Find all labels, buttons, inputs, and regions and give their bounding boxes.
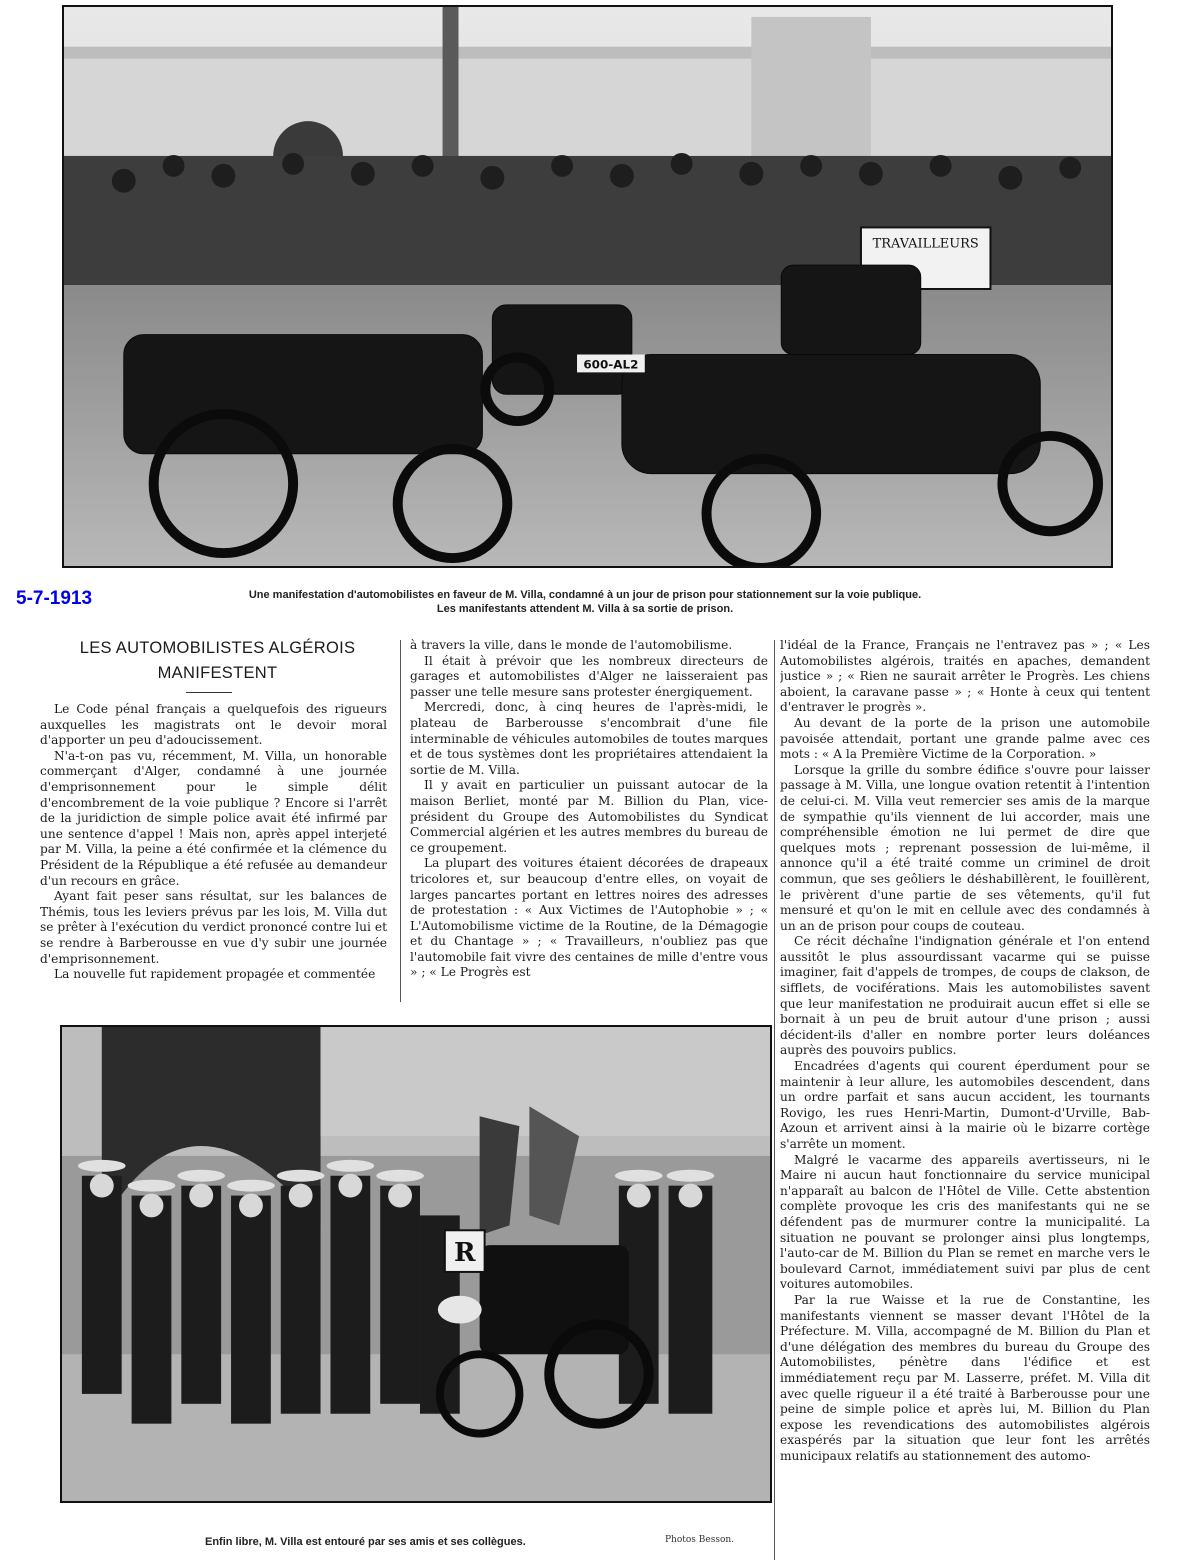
top-photograph [62, 5, 1113, 568]
bottom-photo-caption: Enfin libre, M. Villa est entouré par ses amis et ses collègues. [205, 1536, 526, 1548]
top-caption-line-1: Une manifestation d'automobilistes en faveur de M. Villa, condamné à un jour de prison pour stationnement sur la voie publique. [248, 589, 922, 601]
article-column-3 [780, 638, 1150, 1558]
headline-line-2: MANIFESTENT [157, 664, 278, 682]
paragraph: Encadrées d'agents qui courent éperdument pour se maintenir à leur allure, les automobiles descendent, dans un ordre parfait et sans aucun accident, les tournants Rovigo, les rues Henri-Martin, Dumont-d'Urville, Bab-Azoun et arrivent ainsi à la mairie où le bizarre cortège s'arrête un moment. [780, 1059, 1150, 1151]
paragraph: Au devant de la porte de la prison une automobile pavoisée attendait, portant une grande palme avec ces mots : « A la Première Victime de la Corporation. » [780, 715, 1150, 762]
photo-credit: Photos Besson. [665, 1535, 735, 1545]
paragraph: Il était à prévoir que les nombreux directeurs de garages et automobilistes d'Alger ne laisseraient pas passer une telle mesure sans protester énergiquement. [410, 653, 768, 699]
article-headline [40, 636, 395, 686]
paragraph: N'a-t-on pas vu, récemment, M. Villa, un honorable commerçant d'Alger, condamné à une journée d'emprisonnement pour le simple délit d'encombrement de la voie publique ? Encore si l'arrêt de la juridiction de simple police avait été infirmé par une sentence d'appel ! Mais non, après appel interjeté par M. Villa, la peine a été confirmée et la clémence du Président de la République a été refusée au demandeur d'un recours en grâce. [40, 748, 387, 888]
paragraph: La nouvelle fut rapidement propagée et commentée [54, 967, 376, 982]
bottom-photograph [60, 1025, 772, 1503]
paragraph: à travers la ville, dans le monde de l'automobilisme. [410, 638, 733, 652]
paragraph: Ayant fait peser sans résultat, sur les balances de Thémis, tous les leviers prévus par les lois, M. Villa dut se prêter à l'exécution du verdict prononcé contre lui et se rendre à Barberousse en vue d'y subir une journée d'emprisonnement. [40, 889, 387, 966]
bottom-photograph-scene [62, 1027, 770, 1501]
date-stamp: 5-7-1913 [16, 588, 93, 609]
column-divider [400, 640, 401, 1002]
article-column-2 [410, 638, 768, 981]
article-column-1 [40, 702, 387, 983]
paragraph: Le Code pénal français a quelquefois des rigueurs auxquelles les magistrats ont le devoir moral d'apporter un peu d'adoucissement. [40, 702, 387, 748]
top-photograph-scene [64, 7, 1111, 566]
paragraph: Par la rue Waisse et la rue de Constantine, les manifestants viennent se masser devant l'Hôtel de la Préfecture. M. Villa, accompagné de M. Billion du Plan et d'une délégation des membres du bureau du Groupe des Automobilistes, pénètre dans l'édifice et est immédiatement reçu par M. Lasserre, préfet. M. Villa dit avec quelle rigueur il a été traité à Barberousse pour une peine de simple police et après lui, M. Billion du Plan expose les revendications des automobilistes algérois exaspérés par la situation que leur font les arrêtés municipaux relatifs au stationnement des automo- [780, 1292, 1150, 1463]
column-divider [774, 640, 775, 1560]
license-plate: 600-AL2 [583, 357, 639, 372]
paragraph: Malgré le vacarme des appareils avertisseurs, ni le Maire ni aucun haut fonctionnaire du service municipal n'apparaît au balcon de l'Hôtel de Ville. Cette abstention complète provoque les cris des manifestants qui ne se défendent pas de murmurer contre la municipalité. La situation ne pouvant se prolonger ainsi plus longtemps, l'auto-car de M. Billion du Plan se remet en marche vers le boulevard Carnot, immédiatement suivi par plus de cent voitures automobiles. [780, 1152, 1150, 1292]
paragraph: La plupart des voitures étaient décorées de drapeaux tricolores et, sur beaucoup d'entre elles, on voyait de larges pancartes portant en lettres noires des adresses de protestation : « Aux Victimes de l'Autophobie » ; « L'Automobilisme victime de la Routine, de la Démagogie et du Chantage » ; « Travailleurs, n'oubliez pas que l'automobile fait vivre des centaines de mille d'entre vous » ; « Le Progrès est [410, 856, 768, 980]
headline-rule [186, 692, 232, 693]
paragraph: Il y avait en particulier un puissant autocar de la maison Berliet, monté par M. Billion du Plan, vice-président du Groupe des Automobilistes du Syndicat Commercial algérien et les autres membres du bureau de ce groupement. [410, 778, 768, 855]
headline-line-1: LES AUTOMOBILISTES ALGÉROIS [79, 639, 356, 657]
paragraph: Mercredi, donc, à cinq heures de l'après-midi, le plateau de Barberousse s'encombrait d'une file interminable de véhicules automobiles de toutes marques et de tous systèmes dont les propriétaires attendaient la sortie de M. Villa. [410, 700, 768, 777]
paragraph: l'idéal de la France, Français ne l'entravez pas » ; « Les Automobilistes algérois, traités en apaches, demandent justice » ; « Rien ne saurait arrêter le Progrès. Les chiens aboient, la caravane passe » ; « Honte à ceux qui tentent d'entraver le progrès ». [780, 638, 1150, 715]
placard-letter: R [453, 1238, 476, 1269]
sign-heading: TRAVAILLEURS [872, 236, 979, 252]
top-photo-caption [150, 588, 1020, 616]
paragraph: Lorsque la grille du sombre édifice s'ouvre pour laisser passage à M. Villa, une longue ovation retentit à l'intention de celui-ci. M. Villa veut remercier ses amis de la marque de sympathie qu'ils viennent de lui accorder, mais une compréhensible émotion ne lui permet de dire que quelques mots ; reprenant possession de lui-même, il annonce qu'il a été traité comme un criminel de droit commun, que ses geôliers le déshabillèrent, le fouillèrent, le privèrent d'une partie de ses vêtements, qu'il fut mensuré et qu'on le mit en cellule avec des condamnés à un an de prison pour coups de couteau. [780, 762, 1150, 933]
paragraph: Ce récit déchaîne l'indignation générale et l'on entend aussitôt le plus assourdissant vacarme qui se puisse imaginer, fait d'appels de trompes, de coups de clakson, de sifflets, de vociférations. Mais les automobilistes savent que leur manifestation ne produirait aucun effet si elle se bornait à un peu de bruit autour d'une prison ; aussi décident-ils d'aller en nombre porter leurs doléances auprès des pouvoirs publics. [780, 934, 1150, 1058]
top-caption-line-2: Les manifestants attendent M. Villa à sa sortie de prison. [436, 603, 734, 615]
